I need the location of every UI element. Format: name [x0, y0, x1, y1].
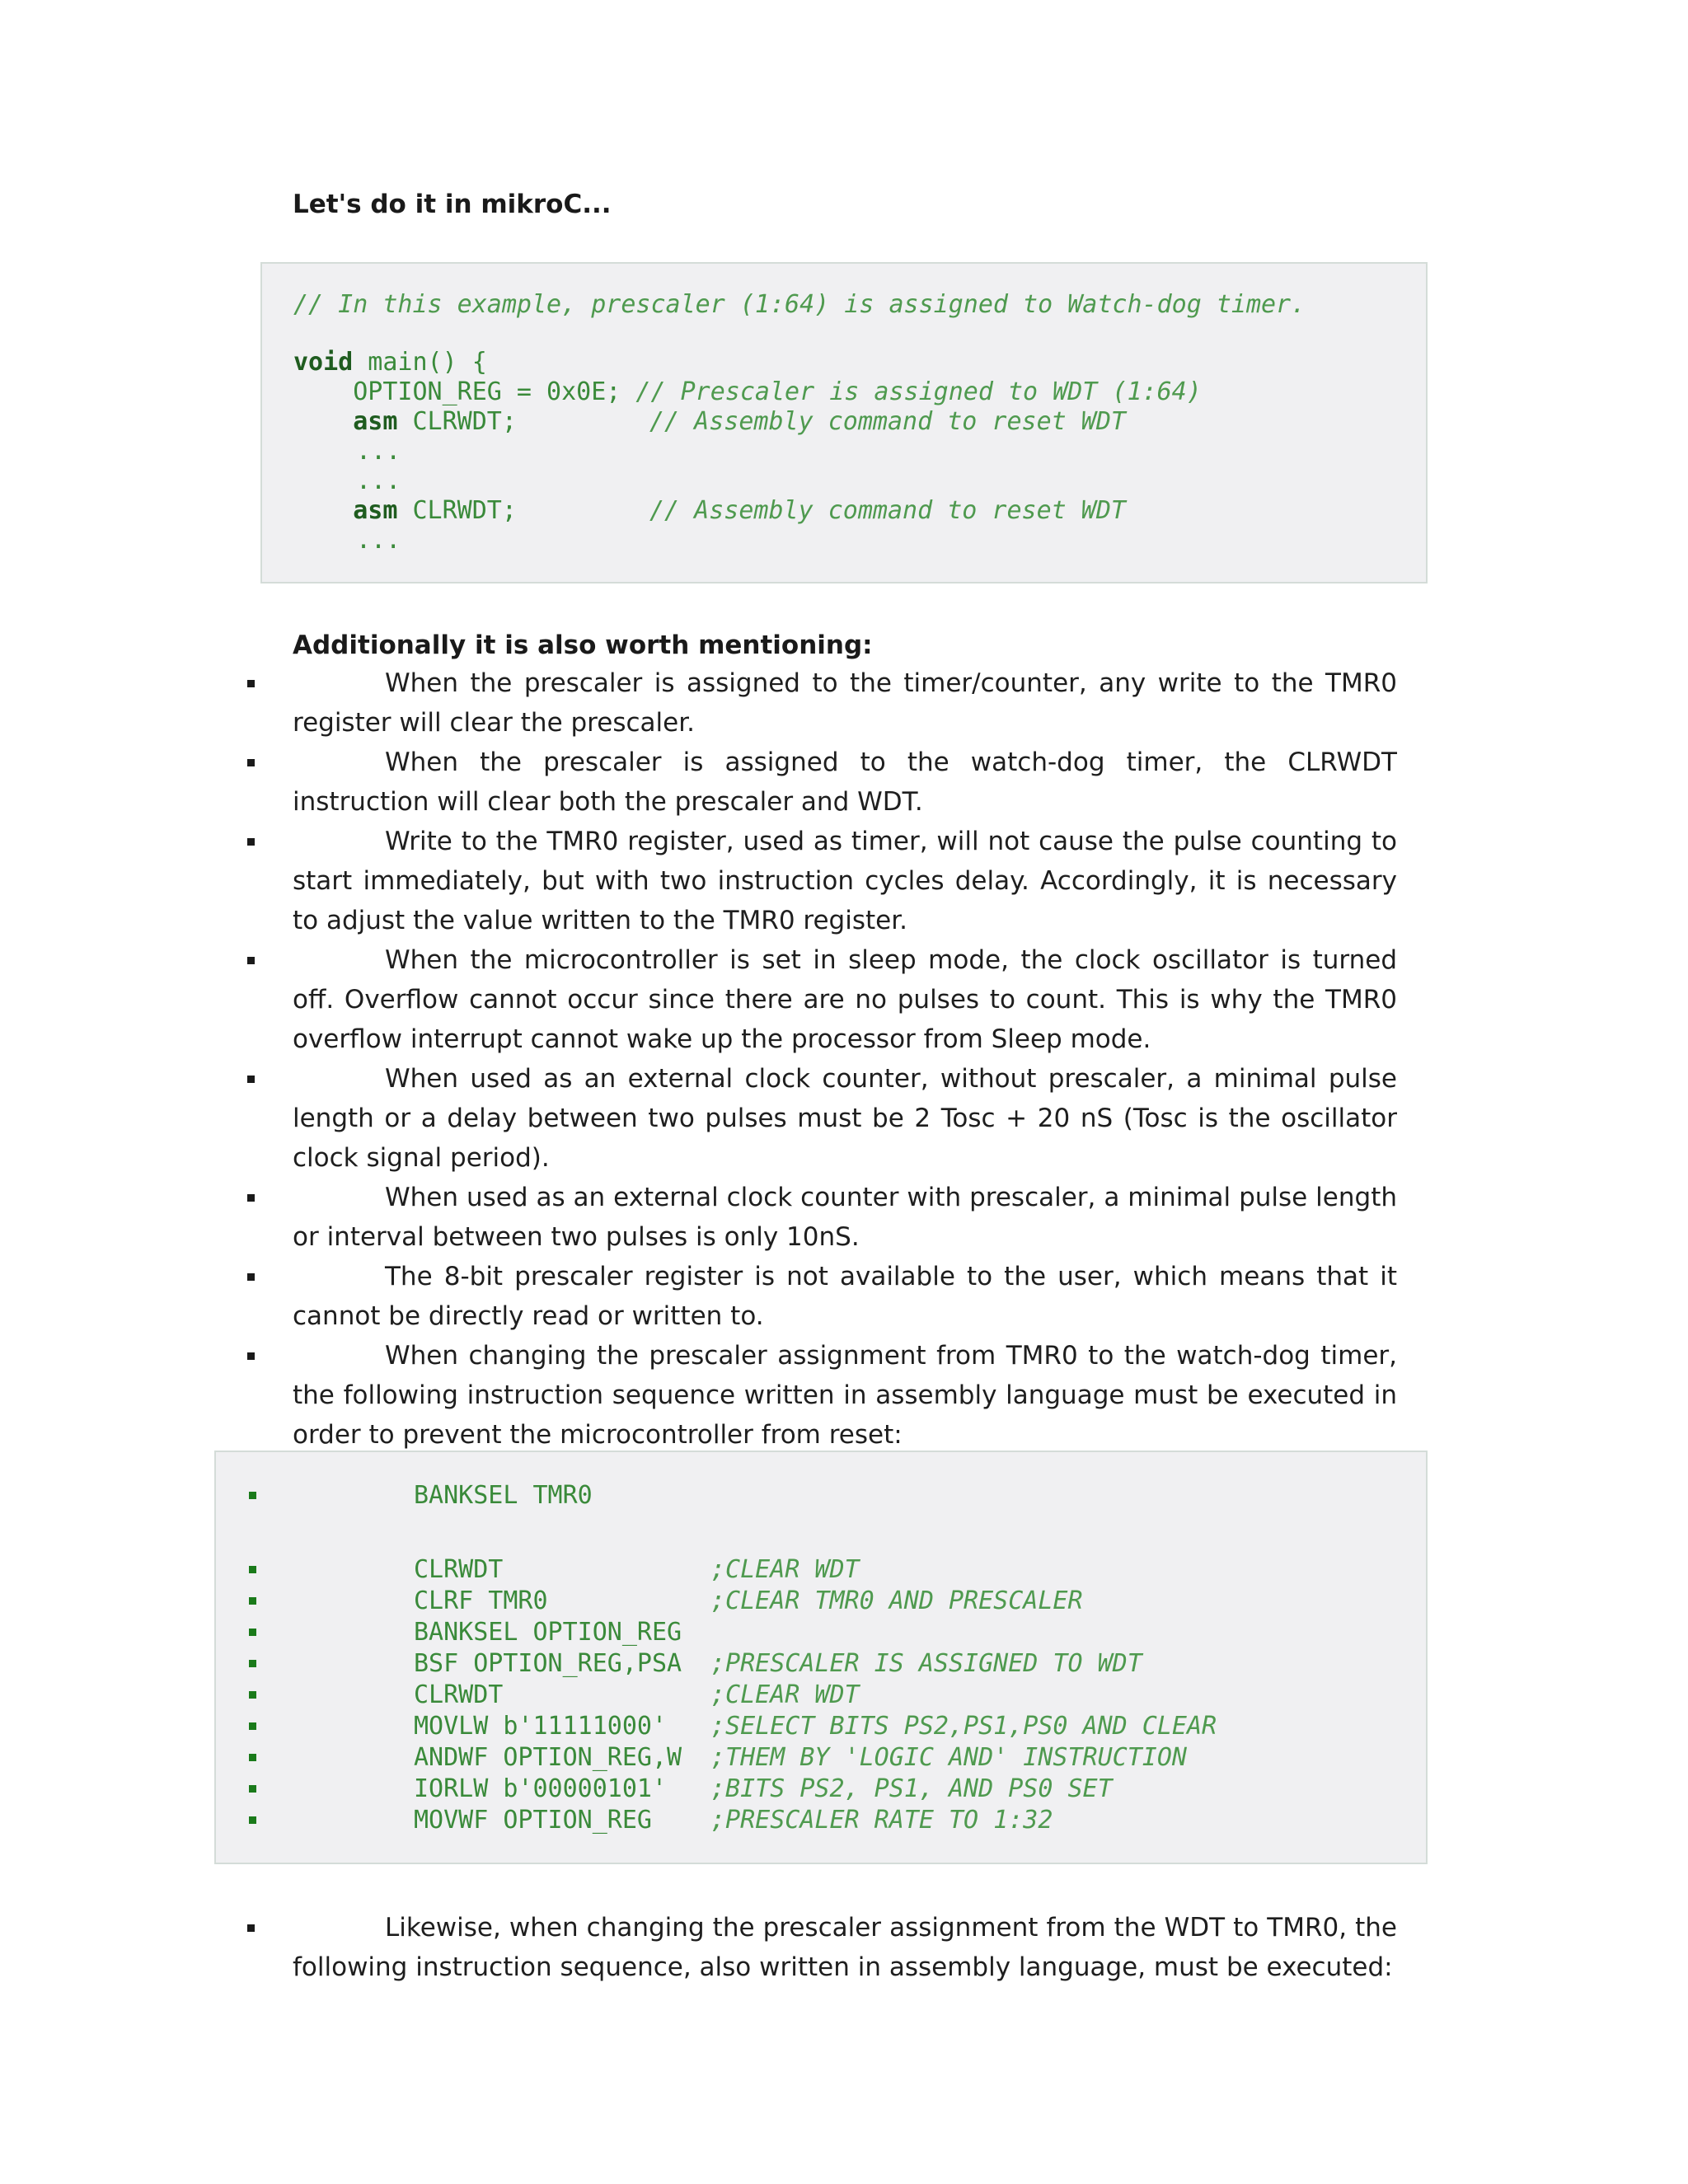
- option-reg-statement: OPTION_REG = 0x0E;: [293, 377, 621, 406]
- asm-line: CLRF TMR0 ;CLEAR TMR0 AND PRESCALER: [216, 1586, 1426, 1617]
- bullet-marker-icon: [249, 1629, 256, 1636]
- asm-line: CLRWDT ;CLEAR WDT: [216, 1680, 1426, 1711]
- clrwdt-statement: CLRWDT;: [397, 496, 517, 525]
- asm-line: MOVWF OPTION_REG ;PRESCALER RATE TO 1:32: [216, 1805, 1426, 1836]
- bullet-marker-icon: [247, 1273, 255, 1281]
- bullet-marker-icon: [249, 1754, 256, 1761]
- asm-line: ANDWF OPTION_REG,W ;THEM BY 'LOGIC AND' INSTRUCTION: [216, 1742, 1426, 1774]
- clrwdt-comment: // Assembly command to reset WDT: [649, 496, 1126, 525]
- asm-line: BSF OPTION_REG,PSA ;PRESCALER IS ASSIGNED TO WDT: [216, 1648, 1426, 1680]
- asm-line: CLRWDT ;CLEAR WDT: [216, 1554, 1426, 1586]
- code-comment-intro: // In this example, prescaler (1:64) is assigned to Watch-dog timer.: [293, 290, 1306, 319]
- code-ellipsis-3: ...: [356, 526, 401, 555]
- list-item: When used as an external clock counter with prescaler, a minimal pulse length or interval between two pulses is only 10nS.: [293, 1178, 1397, 1257]
- notes-list: [293, 663, 1397, 1455]
- assembly-code-block: [214, 1451, 1428, 1864]
- bullet-marker-icon: [247, 680, 255, 687]
- list-item: When the microcontroller is set in sleep mode, the clock oscillator is turned off. Overflow cannot occur since there are no pulses to count. This is why the TMR0 overflow interrupt cannot wake up the processor from Sleep mode.: [293, 940, 1397, 1059]
- asm-keyword: asm: [353, 496, 398, 525]
- bullet-marker-icon: [249, 1492, 256, 1499]
- section-heading: Let's do it in mikroC...: [293, 190, 612, 219]
- bullet-marker-icon: [247, 1076, 255, 1083]
- code-clrwdt-line-1: [293, 407, 1126, 437]
- asm-line: BANKSEL TMR0: [216, 1480, 1426, 1511]
- bullet-marker-icon: [247, 1194, 255, 1202]
- bullet-marker-icon: [249, 1816, 256, 1824]
- code-clrwdt-line-2: [293, 496, 1126, 526]
- list-item: The 8-bit prescaler register is not available to the user, which means that it cannot be directly read or written to.: [293, 1257, 1397, 1336]
- bullet-marker-icon: [247, 1924, 255, 1932]
- list-item: When changing the prescaler assignment from TMR0 to the watch-dog timer, the following instruction sequence written in assembly language must be executed in order to prevent the microcontroller from reset:: [293, 1336, 1397, 1455]
- bullet-marker-icon: [247, 1352, 255, 1360]
- clrwdt-comment: // Assembly command to reset WDT: [649, 407, 1126, 436]
- bullet-marker-icon: [249, 1722, 256, 1730]
- asm-line: IORLW b'00000101' ;BITS PS2, PS1, AND PS0 SET: [216, 1774, 1426, 1805]
- list-item: When used as an external clock counter, without prescaler, a minimal pulse length or a delay between two pulses must be 2 Tosc + 20 nS (Tosc is the oscillator clock signal period).: [293, 1059, 1397, 1178]
- asm-line: BANKSEL OPTION_REG: [216, 1617, 1426, 1648]
- asm-line: MOVLW b'11111000' ;SELECT BITS PS2,PS1,PS0 AND CLEAR: [216, 1711, 1426, 1742]
- bullet-marker-icon: [247, 957, 255, 964]
- bullet-marker-icon: [249, 1691, 256, 1699]
- bullet-marker-icon: [249, 1597, 256, 1605]
- void-keyword: void: [293, 348, 354, 377]
- code-main-line: [293, 348, 487, 377]
- bullet-marker-icon: [247, 759, 255, 766]
- option-reg-comment: // Prescaler is assigned to WDT (1:64): [621, 377, 1202, 406]
- bullet-marker-icon: [247, 838, 255, 846]
- bullet-marker-icon: [249, 1566, 256, 1573]
- list-item: When the prescaler is assigned to the watch-dog timer, the CLRWDT instruction will clear both the prescaler and WDT.: [293, 743, 1397, 822]
- code-ellipsis-1: ...: [356, 437, 401, 466]
- main-signature: main() {: [353, 348, 487, 377]
- clrwdt-statement: CLRWDT;: [397, 407, 517, 436]
- asm-keyword: asm: [353, 407, 398, 436]
- bullet-marker-icon: [249, 1660, 256, 1667]
- sub-heading: Additionally it is also worth mentioning:: [293, 630, 873, 660]
- list-item: Likewise, when changing the prescaler assignment from the WDT to TMR0, the following instruction sequence, also written in assembly language, must be executed:: [293, 1908, 1397, 1987]
- list-item: When the prescaler is assigned to the timer/counter, any write to the TMR0 register will clear the prescaler.: [293, 663, 1397, 743]
- code-option-reg-line: [293, 377, 1202, 407]
- code-ellipsis-2: ...: [356, 466, 401, 495]
- list-item: Write to the TMR0 register, used as timer, will not cause the pulse counting to start immediately, but with two instruction cycles delay. Accordingly, it is necessary to adjust the value written to the TMR0 register.: [293, 822, 1397, 940]
- bullet-marker-icon: [249, 1785, 256, 1793]
- closing-note: [293, 1908, 1397, 1987]
- mikroc-code-block: [260, 262, 1428, 583]
